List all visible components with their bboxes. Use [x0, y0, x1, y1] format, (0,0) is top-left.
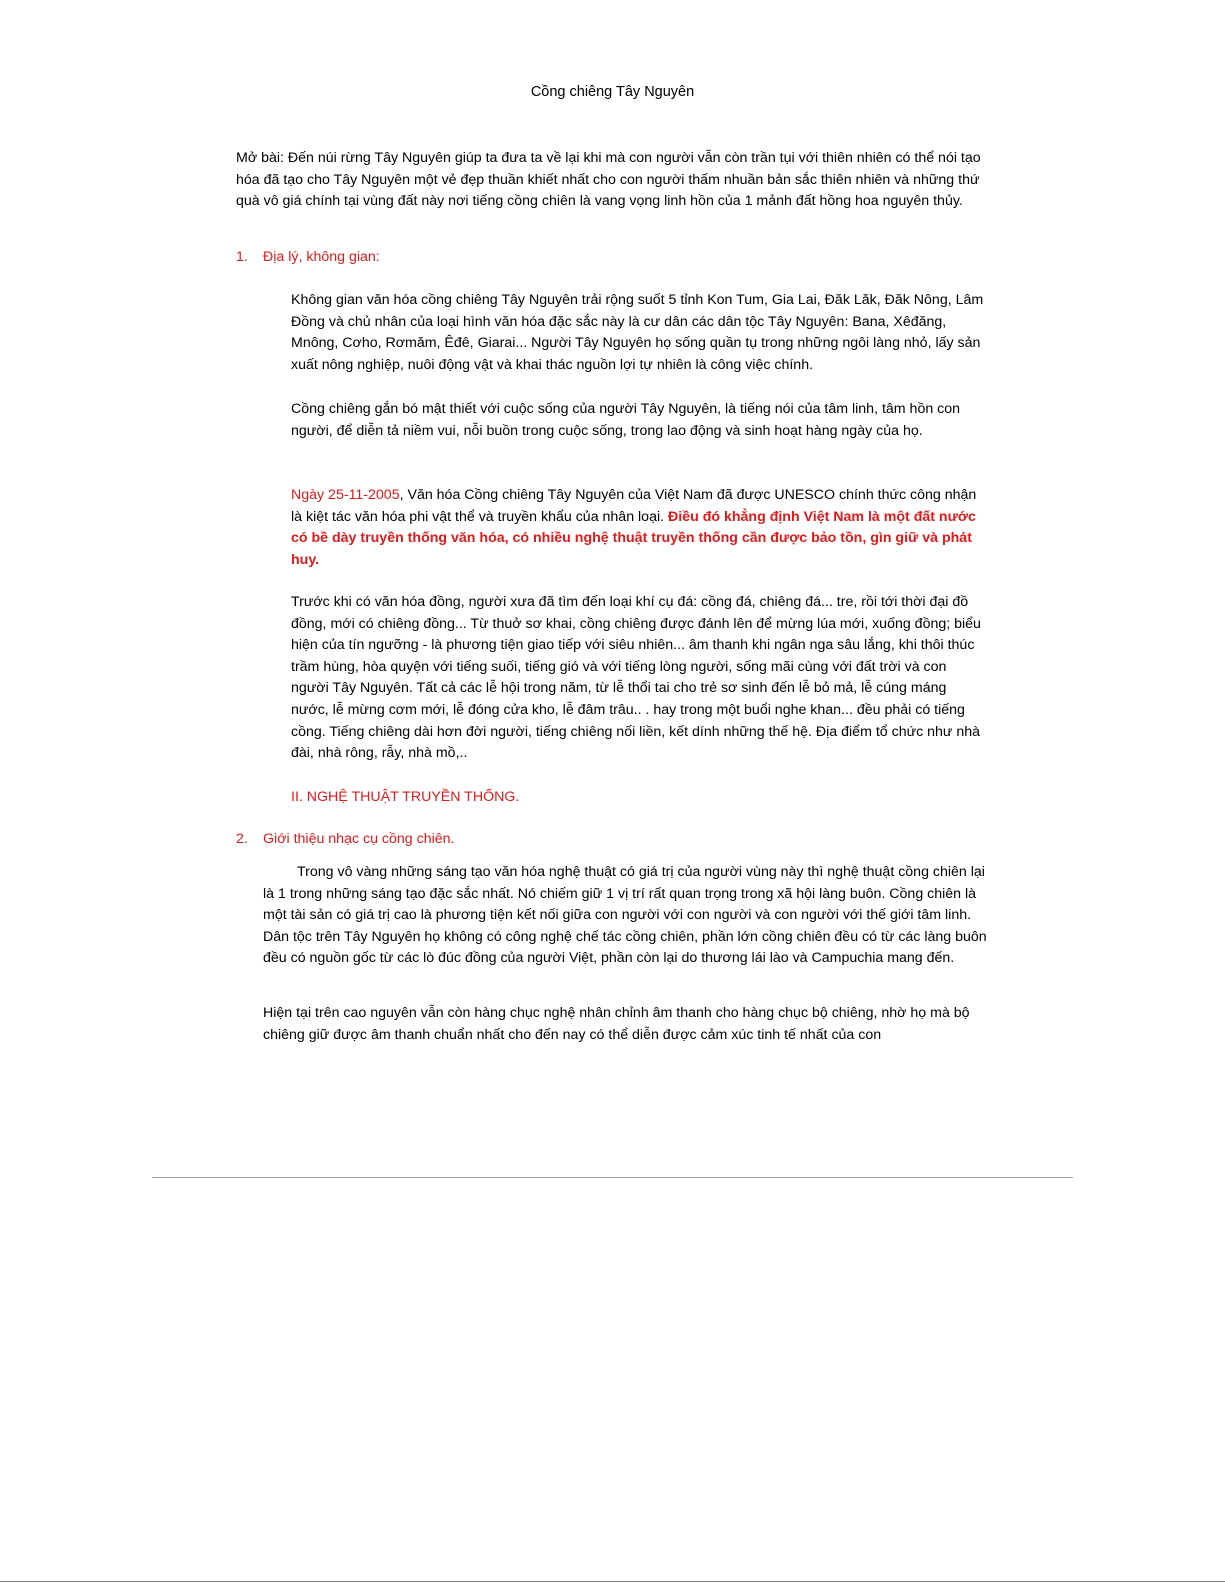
unesco-text: , Văn hóa Cồng chiêng Tây Nguyên của Việt Nam đã được UNESCO chính thức công nhận là kiệt tác văn hóa phi vật thể và truyền khẩu của nhân loại.: [291, 487, 977, 525]
section-1-paragraph-unesco: [291, 485, 986, 571]
section-1-paragraph-history: Trước khi có văn hóa đồng, người xưa đã tìm đến loại khí cụ đá: cồng đá, chiêng đá... tre, rồi tới thời đại đồ đồng, mới có chiêng đồng... Từ thuở sơ khai, cồng chiêng được đánh lên để mừng lúa mới, xuống đồng; biểu hiện của tín ngưỡng - là phương tiện giao tiếp với siêu nhiên... âm thanh khi ngân nga sâu lắng, khi thôi thúc trầm hùng, hòa quyện với tiếng suối, tiếng gió và với tiếng lòng người, sống mãi cùng với đất trời và con người Tây Nguyên. Tất cả các lễ hội trong năm, từ lễ thổi tai cho trẻ sơ sinh đến lễ bỏ mả, lễ cúng máng nước, lễ mừng cơm mới, lễ đóng cửa kho, lễ đâm trâu.. . hay trong một buổi nghe khan... đều phải có tiếng cồng. Tiếng chiêng dài hơn đời người, tiếng chiêng nối liền, kết dính những thế hệ. Địa điểm tổ chức như nhà đài, nhà rông, rẫy, nhà mồ,..: [291, 594, 981, 762]
section-1-heading: [236, 247, 380, 269]
section-1-paragraph-spirit: Cồng chiêng gắn bó mật thiết với cuộc sống của người Tây Nguyên, là tiếng nói của tâm linh, tâm hồn con người, để diễn tả niềm vui, nỗi buồn trong cuộc sống, trong lao động và sinh hoạt hàng ngày của họ.: [291, 401, 961, 439]
section-2-heading: [236, 829, 455, 851]
page-bottom-edge: [0, 1581, 1225, 1582]
section-2-paragraph-artisans: Hiện tại trên cao nguyên vẫn còn hàng chục nghệ nhân chỉnh âm thanh cho hàng chục bộ chiêng, nhờ họ mà bộ chiêng giữ được âm thanh chuẩn nhất cho đến nay có thể diễn được cảm xúc tinh tế nhất của con: [263, 1005, 970, 1043]
unesco-emphasis: Điều đó khẳng định Việt Nam là một đất nước có bề dày truyền thống văn hóa, có nhiều nghệ thuật truyền thống cần được bảo tồn, gìn giữ và phát huy.: [291, 508, 976, 568]
section-1-paragraph-space: Không gian văn hóa cồng chiêng Tây Nguyên trải rộng suốt 5 tỉnh Kon Tum, Gia Lai, Đăk Lăk, Đăk Nông, Lâm Đồng và chủ nhân của loại hình văn hóa đặc sắc này là cư dân các dân tộc Tây Nguyên: Bana, Xêđăng, Mnông, Cơho, Rơmăm, Êđê, Giarai... Người Tây Nguyên họ sống quần tụ trong những ngôi làng nhỏ, lấy sản xuất nông nghiệp, nuôi động vật và khai thác nguồn lợi tự nhiên là công việc chính.: [291, 292, 984, 373]
section-2-title: Giới thiệu nhạc cụ cồng chiên.: [263, 831, 455, 847]
intro-paragraph: Mở bài: Đến núi rừng Tây Nguyên giúp ta đưa ta về lại khi mà con người vẫn còn trần tụi với thiên nhiên có thể nói tạo hóa đã tạo cho Tây Nguyên một vẻ đẹp thuần khiết nhất cho con người thấm nhuần bản sắc thiên nhiên và những thứ quà vô giá chính tại vùng đất này nơi tiếng cồng chiên là vang vọng linh hồn của 1 mảnh đất hồng hoa nguyên thủy.: [236, 150, 981, 210]
section-2-paragraph-intro: Trong vô vàng những sáng tạo văn hóa nghệ thuật có giá trị của người vùng này thì nghệ thuật cồng chiên lại là 1 trong những sáng tạo đặc sắc nhất. Nó chiếm giữ 1 vị trí rất quan trọng trong xã hội làng buôn. Cồng chiên là một tài sản có giá trị cao là phương tiện kết nối giữa con người với con người và con người với thế giới tâm linh. Dân tộc trên Tây Nguyên họ không có công nghệ chế tác cồng chiên, phần lớn cồng chiên đều có từ các làng buôn đều có nguồn gốc từ các lò đúc đồng của người Việt, phần còn lại do thương lái lào và Campuchia mang đến.: [263, 864, 987, 967]
section-2-number: 2.: [236, 831, 248, 847]
document-title: Cồng chiêng Tây Nguyên: [530, 84, 695, 100]
section-1-title: Địa lý, không gian:: [263, 249, 380, 265]
section-1-number: 1.: [236, 249, 248, 265]
roman-heading: II. NGHỆ THUẬT TRUYỀN THỐNG.: [291, 789, 520, 805]
page-footer-divider: [152, 1177, 1073, 1178]
unesco-date: Ngày 25-11-2005: [291, 487, 400, 503]
